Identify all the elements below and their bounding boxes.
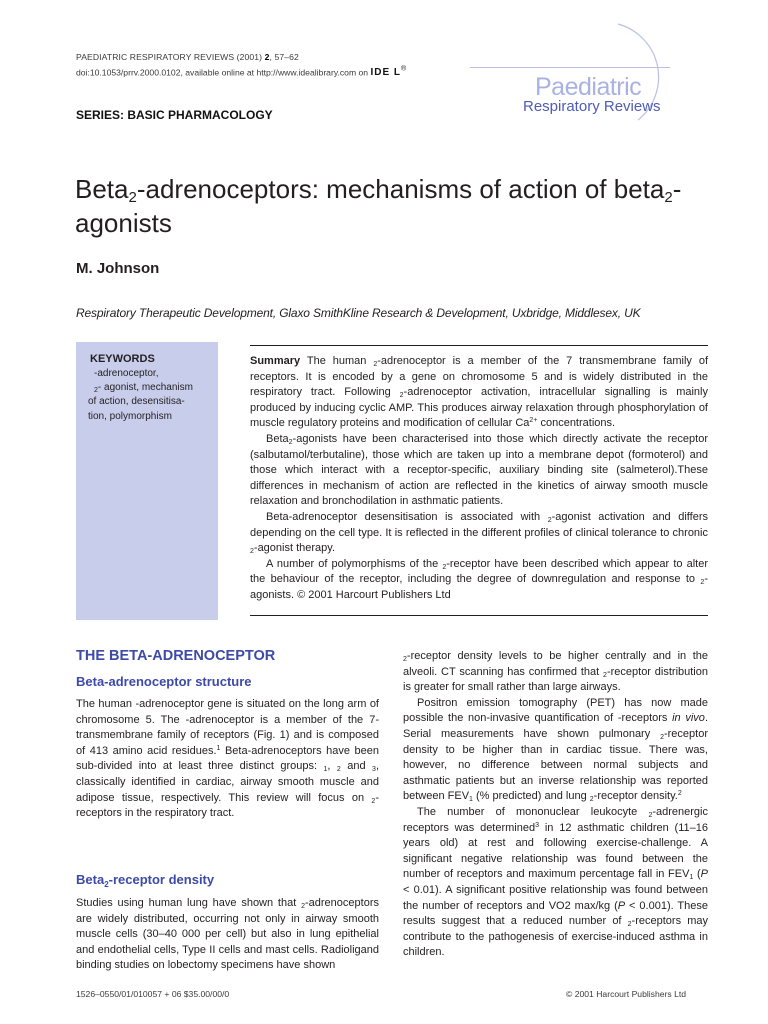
subscript: 2 [399,392,404,400]
title-part: -adrenoceptors: mechanisms of action of beta [136,174,665,204]
subscript: 3 [372,766,376,774]
body-paragraph [403,805,708,961]
text: -receptor density [108,872,215,887]
subsection-heading-structure: Beta-adrenoceptor structure [76,674,252,689]
text: Studies using human lung have shown that [76,897,302,909]
subscript: 2 [442,563,447,571]
text: -receptor density levels to be higher centrally and in the alveoli. CT scanning has confirmed that [403,650,708,678]
text: -receptor density. [593,790,678,803]
journal-pages: , 57–62 [269,52,299,62]
text: ( [693,868,701,881]
text: -receptors may contribute to the pathogenesis of exercise-induced asthma in children. [403,915,708,959]
summary-top-rule [250,345,708,346]
text: -receptor have been described which appear to alter the behaviour of the receptor, including the degree of downregulation and response to [250,557,709,586]
journal-ref-prefix: PAEDIATRIC RESPIRATORY REVIEWS (2001) [76,52,265,62]
subscript: 2 [288,438,293,446]
italic-text: in vivo [672,712,705,725]
text: -agonist activation and differs depending on the cell type. It is reflected in the different profiles of clinical tolerance to chronic [250,510,708,539]
footer-copyright: © 2001 Harcourt Publishers Ltd [566,989,687,999]
text: < 0.01). A significant positive relationship was found between the number of receptors and VO2 max/kg ( [403,883,708,912]
subscript: 2 [603,671,607,679]
summary-paragraph [250,557,708,604]
series-label: SERIES: BASIC PHARMACOLOGY [76,108,273,122]
text: and [340,760,373,773]
text: < 0.001). These results suggest that a reduced number of [403,899,708,928]
reference-marker: 1 [216,744,221,752]
subscript: 1 [323,766,328,774]
text: The human -adrenoceptor gene is situated on the long arm of chromosome 5. The -adrenoceptor is a member of the 7-transmembrane family of receptors (Fig. 1) and is composed of 413 amino acid residues. [76,698,379,757]
subscript: 2 [301,903,305,910]
body-paragraph [403,696,708,805]
text: -adrenoceptors are widely distributed, occurring not only in airway smooth muscle cells (30–40 000 per cell) but also in lung epithelial and endothelial cells, Type II cells and mast cells. Radioligand binding studies on lobectomy specimens have shown [76,897,379,972]
text: (% predicted) and lung [472,790,590,803]
section-heading: THE BETA-ADRENOCEPTOR [76,648,276,664]
text: Beta [76,872,105,887]
italic-text: P [617,899,626,912]
title-part: -agonists [75,174,682,238]
italic-text: P [700,868,708,881]
subscript: 2 [660,733,664,741]
keyword-line: tion, polymorphism [88,410,172,422]
subscript: 2 [371,797,376,805]
ideal-registered-mark: ® [401,66,408,73]
keyword-text: - agonist, mechanism [97,382,193,394]
keyword-line [88,381,210,395]
body-paragraph-structure [76,697,379,822]
reference-marker: 3 [535,821,540,829]
text: A number of polymorphisms of the [266,557,443,570]
text: -adrenoceptor is a member of the 7 transmembrane family of receptors. It is encoded by a gene on chromosome 5 and is widely distributed in the respiratory tract. Following [250,355,708,399]
summary [250,354,708,604]
text: -agonists have been characterised into those which directly activate the receptor (salbutamol/terbutaline), those which are taken up into a membrane depot (formoterol) and those which interact with a receptor-specific, auxiliary binding site (salmeterol).These differences in mechanism of action are reflected in the kinetics of airway smooth muscle relaxation and bronchodilation in asthmatic patients. [250,432,708,508]
subscript: 2 [648,811,653,819]
author-affiliation: Respiratory Therapeutic Development, Glaxo SmithKline Research & Development, Uxbridge, Middlesex, UK [76,306,641,320]
text: Beta-adrenoceptors have been sub-divided into at least three distinct groups: [76,744,379,773]
subscript: 1 [689,874,694,882]
text: -receptors in the respiratory tract. [76,791,379,820]
text: -receptor distribution is greater for small rather than large airways. [403,665,708,694]
title-subscript: 2 [128,189,137,206]
summary-paragraph [250,432,708,510]
text: -adrenergic receptors was determined [403,805,708,834]
ideal-logo [370,67,407,78]
body-right-column [403,649,708,961]
text: -agonist therapy. [253,542,336,555]
title-subscript: 2 [664,189,673,206]
superscript: 2+ [529,417,538,425]
summary-label: Summary [250,355,301,367]
text: -adrenoceptor activation, intracellular signalling is mainly produced by inducing cyclic AMP. This produces airway relaxation through phosphorylation of muscle regulatory proteins and modification of cellular Ca [250,386,708,430]
keyword-line: of action, desensitisa- [88,396,185,408]
subscript: 2 [589,796,594,804]
ideal-logo-text: IDE L [370,67,402,79]
subscript: 2 [403,656,407,663]
brand-divider [470,67,670,68]
subsection-heading-density [76,872,214,887]
keyword-line [88,367,210,381]
author-name: M. Johnson [76,260,160,277]
text: The human [300,355,374,367]
footer-issn: 1526–0550/01/010057 + 06 $35.00/00/0 [76,989,230,999]
subscript: 2 [373,361,378,368]
body-paragraph-density [76,896,379,974]
summary-paragraph [250,510,708,557]
doi-line [76,64,407,79]
journal-reference [76,51,299,63]
subscript: 2 [700,579,705,587]
text: . Serial measurements have shown pulmonary [403,712,708,740]
subscript: 2 [104,880,109,889]
keyword-text: -adrenoceptor, [94,368,159,379]
summary-paragraph [250,354,708,432]
text: Positron emission tomography (PET) has now made possible the non-invasive quantification of -receptors [403,696,708,725]
text: Beta [266,432,289,445]
subscript: 1 [469,796,473,804]
text: -receptor density to be higher than in cardiac tissue. There was, however, no difference between normal subjects and asthmatic patients but an inverse relationship was reported between FEV [403,727,708,803]
title-part: Beta [75,174,129,204]
doi-text: doi:10.1053/prrv.2000.0102, available online at http://www.idealibrary.com on [76,67,369,78]
text: , classically identified in cardiac, airway smooth muscle and adipose tissue, respectively. This review will focus on [76,760,379,804]
subscript: 2 [336,766,341,774]
text: The number of mononuclear leukocyte [417,805,649,818]
keyword-subscript: 2 [94,387,98,395]
subscript: 2 [547,516,552,524]
article-title [75,172,715,240]
body-paragraph [403,649,708,696]
text: concentrations. [537,417,616,430]
keywords-heading: KEYWORDS [90,353,155,365]
keywords-box [76,342,218,620]
keywords-list [88,367,210,424]
journal-brand-bottom: Respiratory Reviews [523,98,661,115]
journal-volume: 2 [264,52,270,62]
reference-marker: 2 [677,790,682,798]
subscript: 2 [627,921,632,929]
text: -agonists. © 2001 Harcourt Publishers Ltd [250,573,708,601]
summary-bottom-rule [250,615,708,616]
journal-brand-top: Paediatric [535,73,642,101]
text: Beta-adrenoceptor desensitisation is associated with [266,510,548,523]
text: , [327,760,337,773]
text: in 12 asthmatic children (11–16 years old) at rest and following exercise-challenge. A significant negative relationship was found between the number of receptors and maximum percentage fall in FEV [403,821,708,881]
subscript: 2 [250,548,254,556]
